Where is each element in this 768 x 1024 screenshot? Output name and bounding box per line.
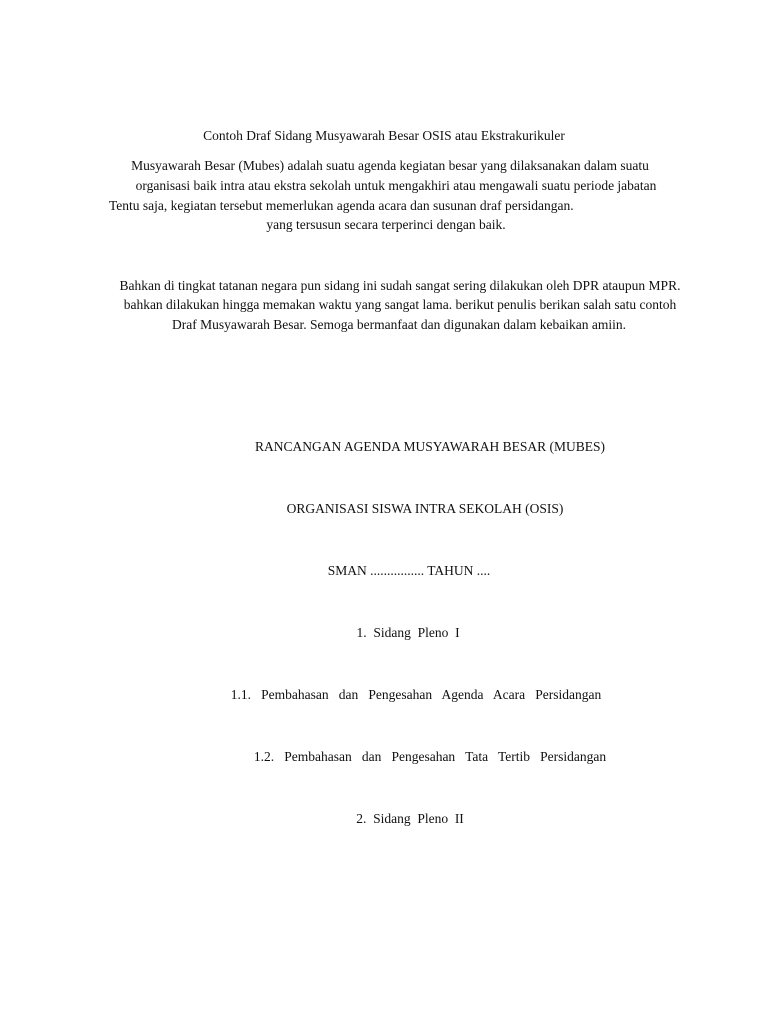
intro-line: Tentu saja, kegiatan tersebut memerlukan agenda acara dan susunan draf persidangan. [109,198,574,213]
agenda-item: 1.1. Pembahasan dan Pengesahan Agenda Acara Persidangan [230,687,602,702]
paragraph-line: Draf Musyawarah Besar. Semoga bermanfaat dan digunakan dalam kebaikan amiin. [172,317,626,332]
agenda-item: 1. Sidang Pleno I [356,625,460,640]
intro-line: organisasi baik intra atau ekstra sekolah untuk mengakhiri atau mengawali suatu periode jabatan [135,178,657,193]
agenda-item: 2. Sidang Pleno II [356,811,464,826]
agenda-school-year: SMAN ................ TAHUN .... [327,563,491,578]
agenda-item: 1.2. Pembahasan dan Pengesahan Tata Tertib Persidangan [253,749,607,764]
agenda-organization: ORGANISASI SISWA INTRA SEKOLAH (OSIS) [286,501,564,516]
intro-line: yang tersusun secara terperinci dengan baik. [266,217,506,232]
paragraph-line: bahkan dilakukan hingga memakan waktu yang sangat lama. berikut penulis berikan salah satu contoh [123,297,677,312]
paragraph-line: Bahkan di tingkat tatanan negara pun sidang ini sudah sangat sering dilakukan oleh DPR ataupun MPR. [119,278,681,293]
agenda-heading: RANCANGAN AGENDA MUSYAWARAH BESAR (MUBES) [255,439,605,454]
intro-line: Musyawarah Besar (Mubes) adalah suatu agenda kegiatan besar yang dilaksanakan dalam suatu [131,158,649,173]
document-title: Contoh Draf Sidang Musyawarah Besar OSIS atau Ekstrakurikuler [203,128,565,143]
